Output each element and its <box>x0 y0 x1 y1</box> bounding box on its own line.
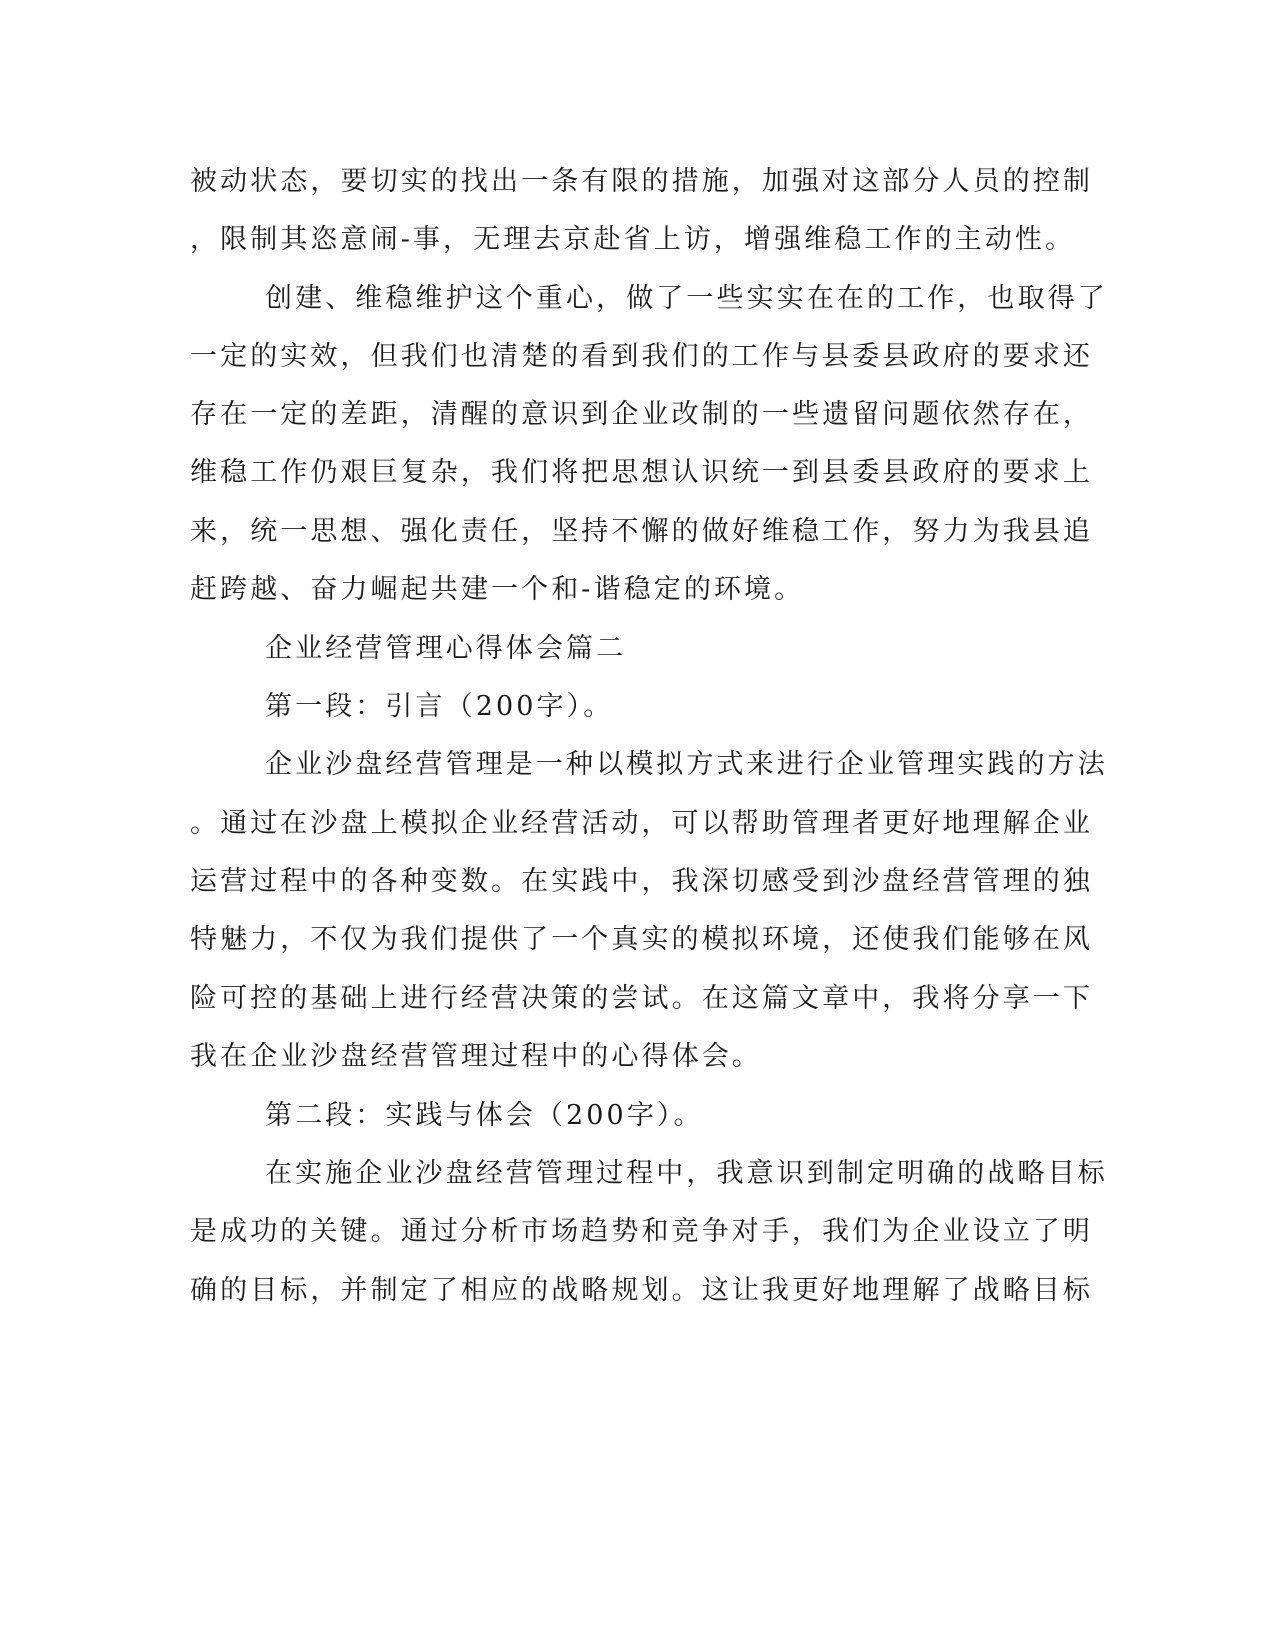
body-text-line: 一定的实效，但我们也清楚的看到我们的工作与县委县政府的要求还 <box>190 341 1093 372</box>
body-text-line: 赶跨越、奋力崛起共建一个和-谐稳定的环境。 <box>190 574 805 605</box>
paragraph-first-line: 企业沙盘经营管理是一种以模拟方式来进行企业管理实践的方法 <box>265 749 1108 780</box>
body-text-line: 我在企业沙盘经营管理过程中的心得体会。 <box>190 1041 762 1072</box>
body-text-line: 险可控的基础上进行经营决策的尝试。在这篇文章中，我将分享一下 <box>190 983 1093 1014</box>
body-text-line: 是成功的关键。通过分析市场趋势和竞争对手，我们为企业设立了明 <box>190 1216 1093 1247</box>
body-text-line: ，限制其恣意闹-事，无理去京赴省上访，增强维稳工作的主动性。 <box>190 224 1076 255</box>
body-text-line: 。通过在沙盘上模拟企业经营活动，可以帮助管理者更好地理解企业 <box>190 808 1093 839</box>
body-text-line: 特魅力，不仅为我们提供了一个真实的模拟环境，还使我们能够在风 <box>190 924 1093 955</box>
body-text-line: 存在一定的差距，清醒的意识到企业改制的一些遗留问题依然存在， <box>190 399 1093 430</box>
paragraph-heading-practice: 第二段：实践与体会（200字）。 <box>265 1100 704 1131</box>
paragraph-first-line: 创建、维稳维护这个重心，做了一些实实在在的工作，也取得了 <box>265 283 1108 314</box>
section-heading: 企业经营管理心得体会篇二 <box>265 633 627 664</box>
paragraph-first-line: 在实施企业沙盘经营管理过程中，我意识到制定明确的战略目标 <box>265 1158 1108 1189</box>
body-text-line: 来，统一思想、强化责任，坚持不懈的做好维稳工作，努力为我县追 <box>190 516 1093 547</box>
body-text-line: 维稳工作仍艰巨复杂，我们将把思想认识统一到县委县政府的要求上 <box>190 457 1093 488</box>
paragraph-heading-intro: 第一段：引言（200字）。 <box>265 691 614 722</box>
body-text-line: 确的目标，并制定了相应的战略规划。这让我更好地理解了战略目标 <box>190 1275 1093 1306</box>
body-text-line: 被动状态，要切实的找出一条有限的措施，加强对这部分人员的控制 <box>190 166 1093 197</box>
body-text-line: 运营过程中的各种变数。在实践中，我深切感受到沙盘经营管理的独 <box>190 866 1093 897</box>
